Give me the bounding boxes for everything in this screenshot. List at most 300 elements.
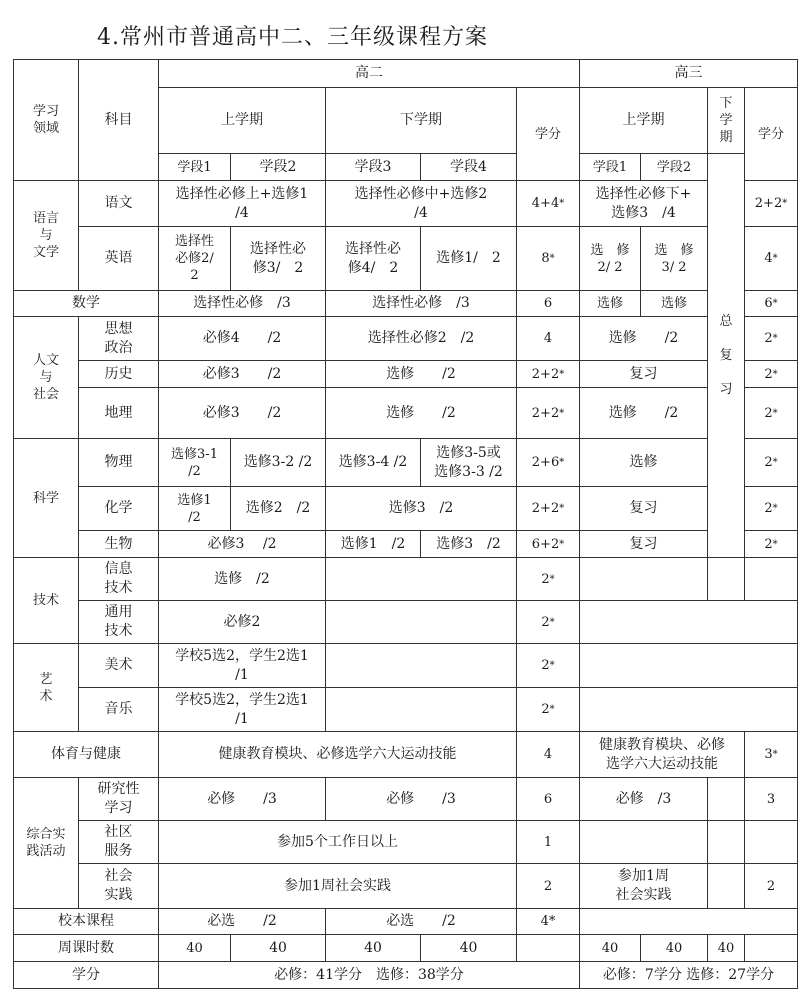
english-grade2-credit — [516, 226, 580, 291]
chinese-grade2-second — [325, 180, 517, 227]
area-weekly-hours — [13, 934, 159, 962]
grade3-first-semester-text: 上学期 — [622, 112, 665, 128]
subject-fine-art-text: 美术 — [104, 657, 133, 673]
pe-grade3-credit-text: 3 — [764, 747, 773, 762]
politics-grade2-second-text: 选择性必修2 /2 — [367, 330, 475, 346]
research-grade2-second — [325, 777, 517, 821]
area-humanities-society — [13, 316, 79, 439]
area-art — [13, 643, 79, 732]
subject-information-tech — [78, 557, 159, 601]
community-grade3-second — [707, 820, 745, 864]
school-grade2-first — [158, 908, 326, 935]
subject-history-text: 历史 — [104, 365, 133, 382]
english-segment-1 — [158, 226, 231, 291]
grade3-header-text: 高三 — [674, 65, 703, 81]
subject-physics-text: 物理 — [104, 454, 133, 470]
subject-politics — [78, 316, 159, 361]
star-mark: * — [772, 333, 778, 344]
grade2-second-semester-text: 下学期 — [400, 112, 442, 128]
subject-information-tech-text: 信息 技术 — [104, 561, 133, 596]
segment-4-header-text: 学段4 — [450, 158, 487, 175]
biology-grade3-first-text: 复习 — [629, 535, 658, 552]
school-grade3-empty — [579, 908, 798, 935]
area-header — [13, 59, 79, 181]
star-mark: * — [559, 503, 565, 514]
subject-geography-text: 地理 — [104, 404, 133, 421]
grade3-segment-1-header-text: 学段1 — [592, 159, 628, 175]
area-pe-health-text: 体育与健康 — [51, 746, 121, 762]
history-grade2-credit-text: 2+2 — [531, 366, 560, 382]
biology-grade2-credit — [516, 530, 580, 558]
english-grade3-credit — [744, 226, 798, 291]
grade3-second-semester-text: 下 学 期 — [719, 96, 733, 145]
fine-art-grade3-empty — [579, 643, 798, 688]
math-grade3-credit — [744, 290, 798, 317]
english-segment-2 — [230, 226, 326, 291]
chemistry-grade2-credit-text: 2+2 — [531, 501, 560, 516]
geography-grade2-credit-text: 2+2 — [531, 405, 560, 421]
pe-grade3-text: 健康教育模块、必修 选学六大运动技能 — [599, 736, 725, 772]
research-grade2-second-text: 必修 /3 — [386, 790, 456, 807]
subject-geography — [78, 387, 159, 439]
it-grade2-first-text: 选修 /2 — [214, 570, 270, 587]
star-mark: * — [549, 253, 555, 264]
star-mark: * — [549, 660, 555, 671]
social-grade2-credit-text: 2 — [543, 878, 553, 894]
physics-segment-1-text: 选修3-1 /2 — [171, 446, 218, 479]
pe-grade2-text: 健康教育模块、必修选学六大运动技能 — [218, 746, 457, 762]
biology-segment-3-text: 选修1 /2 — [340, 535, 406, 552]
subject-header-text: 科目 — [104, 111, 133, 128]
area-humanities-society-text: 人文 与 社会 — [32, 353, 59, 402]
grade3-first-semester — [579, 87, 708, 154]
history-grade2-first — [158, 360, 326, 388]
subject-chinese — [78, 180, 159, 227]
weekly-grade3-segment-2 — [640, 934, 708, 962]
star-mark: * — [772, 298, 778, 309]
star-mark: * — [772, 407, 778, 419]
math-grade3-segment-1-text: 选修 — [596, 296, 623, 311]
politics-grade3-first — [579, 316, 708, 361]
weekly-grade3-second-text: 40 — [717, 940, 735, 956]
biology-grade3-first — [579, 530, 708, 558]
segment-1-header — [158, 153, 231, 181]
math-grade2-first-text: 选择性必修 /3 — [193, 295, 291, 311]
research-grade2-credit-text: 6 — [543, 791, 553, 807]
area-total-credits-text: 学分 — [72, 966, 100, 983]
subject-research-text: 研究性 学习 — [97, 781, 140, 816]
fine-art-grade2-first — [158, 643, 326, 688]
chinese-grade3-credit — [744, 180, 798, 227]
school-grade2-credit — [516, 908, 580, 935]
it-grade2-credit-text: 2 — [541, 571, 550, 587]
it-grade2-first — [158, 557, 326, 601]
subject-header — [78, 59, 159, 181]
social-grade2-text: 参加1周社会实践 — [284, 877, 391, 894]
math-grade2-second-text: 选择性必修 /3 — [372, 295, 470, 311]
politics-grade2-first — [158, 316, 326, 361]
total-credits-grade2 — [158, 961, 580, 989]
math-grade3-segment-2 — [640, 290, 708, 317]
total-credits-grade3 — [579, 961, 798, 989]
pe-grade3-credit — [744, 731, 798, 778]
grade2-header-text: 高二 — [355, 65, 383, 81]
gt-grade2-second — [325, 600, 517, 644]
star-mark: * — [772, 457, 778, 468]
weekly-segment-3 — [325, 934, 421, 962]
subject-research — [78, 777, 159, 821]
research-grade3-first-text: 必修 /3 — [615, 790, 672, 807]
area-technology-text: 技术 — [32, 593, 59, 608]
pe-grade3 — [579, 731, 745, 778]
chinese-grade3-credit-text: 2+2 — [754, 196, 783, 211]
chinese-grade2-credit-text: 4+4 — [531, 196, 560, 211]
history-grade2-second-text: 选修 /2 — [386, 365, 456, 382]
biology-grade2-first — [158, 530, 326, 558]
area-practice-text: 综合实 践活动 — [26, 827, 66, 859]
weekly-segment-2-text: 40 — [269, 939, 287, 956]
fine-art-grade2-second — [325, 643, 517, 688]
grade2-credit-header-text: 学分 — [534, 126, 561, 142]
it-grade3-credit — [744, 557, 798, 601]
star-mark: * — [559, 407, 565, 419]
grade2-first-semester — [158, 87, 326, 154]
english-segment-2-text: 选择性必 修3/ 2 — [250, 240, 306, 276]
biology-grade2-credit-text: 6+2 — [531, 536, 560, 552]
subject-social-practice-text: 社会 实践 — [104, 868, 133, 903]
physics-segment-3 — [325, 438, 421, 487]
physics-segment-4 — [420, 438, 517, 487]
english-grade3-segment-1-text: 选 修 2/ 2 — [590, 242, 630, 275]
segment-4-header — [420, 153, 517, 181]
pe-grade2-credit — [516, 731, 580, 778]
weekly-segment-2 — [230, 934, 326, 962]
math-grade3-segment-2-text: 选修 — [660, 296, 687, 311]
chemistry-grade2-second-text: 选修3 /2 — [388, 500, 454, 516]
grade3-segment-2-header-text: 学段2 — [656, 159, 692, 175]
subject-general-tech — [78, 600, 159, 644]
chemistry-grade3-credit-text: 2 — [764, 501, 773, 516]
social-grade2 — [158, 863, 517, 909]
social-grade3-first — [579, 863, 708, 909]
chemistry-grade2-second — [325, 486, 517, 531]
physics-segment-3-text: 选修3-4 /2 — [338, 454, 408, 470]
community-grade3-first — [579, 820, 708, 864]
weekly-grade3-segment-2-text: 40 — [665, 940, 683, 956]
math-grade3-segment-1 — [579, 290, 641, 317]
star-mark: * — [559, 457, 565, 468]
subject-music-text: 音乐 — [104, 701, 133, 717]
weekly-segment-3-text: 40 — [364, 939, 382, 956]
research-grade2-first — [158, 777, 326, 821]
star-mark: * — [772, 749, 778, 760]
star-mark: * — [549, 573, 555, 585]
chinese-grade2-second-text: 选择性必修中+选修2 /4 — [354, 185, 488, 221]
area-school-course-text: 校本课程 — [58, 913, 114, 929]
subject-community-text: 社区 服务 — [104, 824, 133, 859]
english-grade3-credit-text: 4 — [764, 251, 773, 266]
weekly-segment-4 — [420, 934, 517, 962]
subject-general-tech-text: 通用 技术 — [104, 604, 133, 639]
star-mark: * — [782, 198, 788, 209]
social-grade3-credit — [744, 863, 798, 909]
social-grade3-credit-text: 2 — [766, 878, 776, 894]
segment-2-header — [230, 153, 326, 181]
research-grade2-credit — [516, 777, 580, 821]
page-title: 4.常州市普通高中二、三年级课程方案 — [97, 25, 488, 50]
politics-grade3-credit-text: 2 — [764, 331, 773, 346]
geography-grade2-second-text: 选修 /2 — [386, 404, 456, 421]
weekly-segment-1-text: 40 — [186, 940, 203, 956]
gt-grade2-first-text: 必修2 — [223, 613, 261, 630]
physics-grade3-credit — [744, 438, 798, 487]
grade3-credit-header-text: 学分 — [757, 126, 784, 142]
math-grade2-credit-text: 6 — [543, 296, 553, 311]
geography-grade2-first-text: 必修3 /2 — [202, 404, 282, 421]
community-grade2-credit-text: 1 — [543, 834, 553, 850]
grade3-credit-header — [744, 87, 798, 181]
geography-grade3-first — [579, 387, 708, 439]
geography-grade3-credit — [744, 387, 798, 439]
pe-grade2 — [158, 731, 517, 778]
subject-physics — [78, 438, 159, 487]
subject-biology-text: 生物 — [104, 535, 133, 552]
segment-3-header-text: 学段3 — [354, 158, 392, 175]
grade2-second-semester — [325, 87, 517, 154]
physics-grade3-first — [579, 438, 708, 487]
music-grade3-empty — [579, 687, 798, 732]
star-mark: * — [772, 503, 778, 514]
weekly-segment-4-text: 40 — [459, 939, 478, 956]
subject-politics-text: 思想 政治 — [104, 320, 133, 356]
chemistry-segment-2 — [230, 486, 326, 531]
total-credits-grade3-text: 必修：7学分 选修：27学分 — [602, 966, 775, 983]
star-mark: * — [559, 538, 565, 550]
area-weekly-hours-text: 周课时数 — [58, 939, 114, 956]
english-segment-3 — [325, 226, 421, 291]
english-segment-3-text: 选择性必 修4/ 2 — [345, 240, 401, 276]
biology-grade3-credit-text: 2 — [764, 536, 773, 552]
star-mark: * — [772, 368, 778, 380]
area-language-literature-text: 语言 与 文学 — [32, 211, 59, 260]
star-mark: * — [559, 198, 565, 209]
politics-grade3-first-text: 选修 /2 — [608, 330, 679, 346]
social-grade3-second — [707, 863, 745, 909]
fine-art-grade2-credit-text: 2 — [541, 658, 550, 673]
music-grade2-first — [158, 687, 326, 732]
subject-biology — [78, 530, 159, 558]
star-mark: * — [549, 616, 555, 628]
subject-english — [78, 226, 159, 291]
subject-chemistry — [78, 486, 159, 531]
fine-art-grade2-credit — [516, 643, 580, 688]
weekly-grade3-second — [707, 934, 745, 962]
gt-grade2-credit — [516, 600, 580, 644]
biology-segment-4 — [420, 530, 517, 558]
area-art-text: 艺 术 — [39, 671, 53, 704]
research-grade2-first-text: 必修 /3 — [207, 790, 277, 807]
area-pe-health — [13, 731, 159, 778]
pe-grade2-credit-text: 4 — [543, 747, 553, 762]
english-segment-4-text: 选修1/ 2 — [436, 250, 501, 266]
research-grade3-second — [707, 777, 745, 821]
subject-chemistry-text: 化学 — [104, 500, 133, 516]
physics-segment-4-text: 选修3-5或 选修3-3 /2 — [434, 444, 503, 480]
math-grade2-second — [325, 290, 517, 317]
area-technology — [13, 557, 79, 644]
history-grade2-credit — [516, 360, 580, 388]
subject-community — [78, 820, 159, 864]
star-mark: * — [772, 538, 778, 550]
star-mark: * — [772, 253, 778, 264]
weekly-grade3-segment-1 — [579, 934, 641, 962]
it-grade3-second — [707, 557, 745, 601]
area-header-text: 学习 领域 — [32, 104, 59, 136]
math-grade2-credit — [516, 290, 580, 317]
chinese-grade3-first-text: 选择性必修下+ 选修3 /4 — [595, 185, 692, 221]
grade3-segment-1-header — [579, 153, 641, 181]
english-grade2-credit-text: 8 — [541, 251, 550, 266]
research-grade3-credit — [744, 777, 798, 821]
chinese-grade2-first-text: 选择性必修上+选修1 /4 — [175, 185, 309, 221]
music-grade2-second — [325, 687, 517, 732]
chinese-grade2-credit — [516, 180, 580, 227]
history-grade2-first-text: 必修3 /2 — [202, 365, 282, 382]
physics-segment-2-text: 选修3-2 /2 — [243, 454, 313, 470]
geography-grade3-credit-text: 2 — [764, 405, 773, 421]
area-math-text: 数学 — [72, 295, 100, 311]
history-grade3-first — [579, 360, 708, 388]
chemistry-segment-1 — [158, 486, 231, 531]
politics-grade3-credit — [744, 316, 798, 361]
biology-segment-3 — [325, 530, 421, 558]
gt-grade2-credit-text: 2 — [541, 614, 550, 630]
general-review-column — [707, 153, 745, 558]
chinese-grade3-first — [579, 180, 708, 227]
music-grade2-first-text: 学校5选2，学生2选1 /1 — [175, 691, 309, 727]
area-language-literature — [13, 180, 79, 291]
english-segment-4 — [420, 226, 517, 291]
weekly-grade3-segment-1-text: 40 — [601, 940, 619, 956]
biology-grade3-credit — [744, 530, 798, 558]
subject-music — [78, 687, 159, 732]
it-grade2-credit — [516, 557, 580, 601]
chemistry-grade3-credit — [744, 486, 798, 531]
weekly-segment-1 — [158, 934, 231, 962]
subject-history — [78, 360, 159, 388]
segment-2-header-text: 学段2 — [259, 158, 297, 175]
star-mark: * — [549, 704, 555, 715]
segment-3-header — [325, 153, 421, 181]
fine-art-grade2-first-text: 学校5选2，学生2选1 /1 — [175, 647, 309, 683]
grade2-first-semester-text: 上学期 — [221, 112, 263, 128]
area-science — [13, 438, 79, 558]
community-grade3-credit — [744, 820, 798, 864]
chemistry-grade3-first-text: 复习 — [629, 500, 658, 516]
politics-grade2-credit — [516, 316, 580, 361]
chemistry-grade3-first — [579, 486, 708, 531]
school-grade2-second-text: 必选 /2 — [386, 913, 456, 929]
total-credits-grade2-text: 必修：41学分 选修：38学分 — [274, 966, 464, 983]
history-grade3-first-text: 复习 — [629, 365, 658, 382]
history-grade2-second — [325, 360, 517, 388]
it-grade2-second — [325, 557, 517, 601]
history-grade3-credit-text: 2 — [764, 366, 773, 382]
area-school-course — [13, 908, 159, 935]
math-grade2-first — [158, 290, 326, 317]
subject-social-practice — [78, 863, 159, 909]
physics-segment-1 — [158, 438, 231, 487]
english-grade3-segment-1 — [579, 226, 641, 291]
school-grade2-credit-text: 4* — [540, 914, 556, 929]
area-total-credits — [13, 961, 159, 989]
area-practice — [13, 777, 79, 909]
geography-grade2-first — [158, 387, 326, 439]
physics-grade3-first-text: 选修 — [629, 454, 658, 470]
subject-english-text: 英语 — [104, 250, 133, 266]
biology-grade2-first-text: 必修3 /2 — [207, 535, 277, 552]
politics-grade2-first-text: 必修4 /2 — [202, 330, 282, 346]
grade3-segment-2-header — [640, 153, 708, 181]
history-grade3-credit — [744, 360, 798, 388]
segment-1-header-text: 学段1 — [177, 159, 212, 175]
social-grade3-first-text: 参加1周 社会实践 — [615, 868, 672, 903]
it-grade3-first — [579, 557, 708, 601]
geography-grade3-first-text: 选修 /2 — [608, 404, 679, 421]
grade2-credit-header — [516, 87, 580, 181]
grade2-header — [158, 59, 580, 88]
community-grade2-credit — [516, 820, 580, 864]
grade3-header — [579, 59, 798, 88]
chinese-grade2-first — [158, 180, 326, 227]
research-grade3-first — [579, 777, 708, 821]
weekly-grade3-credit — [744, 934, 798, 962]
research-grade3-credit-text: 3 — [766, 791, 776, 807]
gt-grade3-empty — [579, 600, 798, 644]
community-grade2 — [158, 820, 517, 864]
biology-segment-4-text: 选修3 /2 — [436, 535, 501, 552]
math-grade3-credit-text: 6 — [764, 296, 773, 311]
politics-grade2-second — [325, 316, 517, 361]
star-mark: * — [559, 368, 565, 380]
subject-chinese-text: 语文 — [104, 195, 133, 211]
area-science-text: 科学 — [32, 490, 59, 506]
physics-grade2-credit-text: 2+6 — [531, 455, 560, 470]
english-grade3-segment-2-text: 选 修 3/ 2 — [654, 242, 694, 275]
english-segment-1-text: 选择性 必修2/ 2 — [174, 234, 214, 283]
community-grade2-text: 参加5个工作日以上 — [277, 833, 398, 850]
music-grade2-credit — [516, 687, 580, 732]
geography-grade2-second — [325, 387, 517, 439]
physics-grade2-credit — [516, 438, 580, 487]
subject-fine-art — [78, 643, 159, 688]
chemistry-grade2-credit — [516, 486, 580, 531]
gt-grade2-first — [158, 600, 326, 644]
school-grade2-first-text: 必选 /2 — [207, 913, 277, 929]
social-grade2-credit — [516, 863, 580, 909]
geography-grade2-credit — [516, 387, 580, 439]
chemistry-segment-1-text: 选修1 /2 — [177, 492, 212, 525]
english-grade3-segment-2 — [640, 226, 708, 291]
area-math — [13, 290, 159, 317]
physics-grade3-credit-text: 2 — [764, 455, 773, 470]
physics-segment-2 — [230, 438, 326, 487]
school-grade2-second — [325, 908, 517, 935]
politics-grade2-credit-text: 4 — [543, 331, 553, 346]
grade3-second-semester — [707, 87, 745, 154]
general-review-column-text: 总 复 习 — [719, 314, 733, 397]
weekly-grade2-credit — [516, 934, 580, 962]
